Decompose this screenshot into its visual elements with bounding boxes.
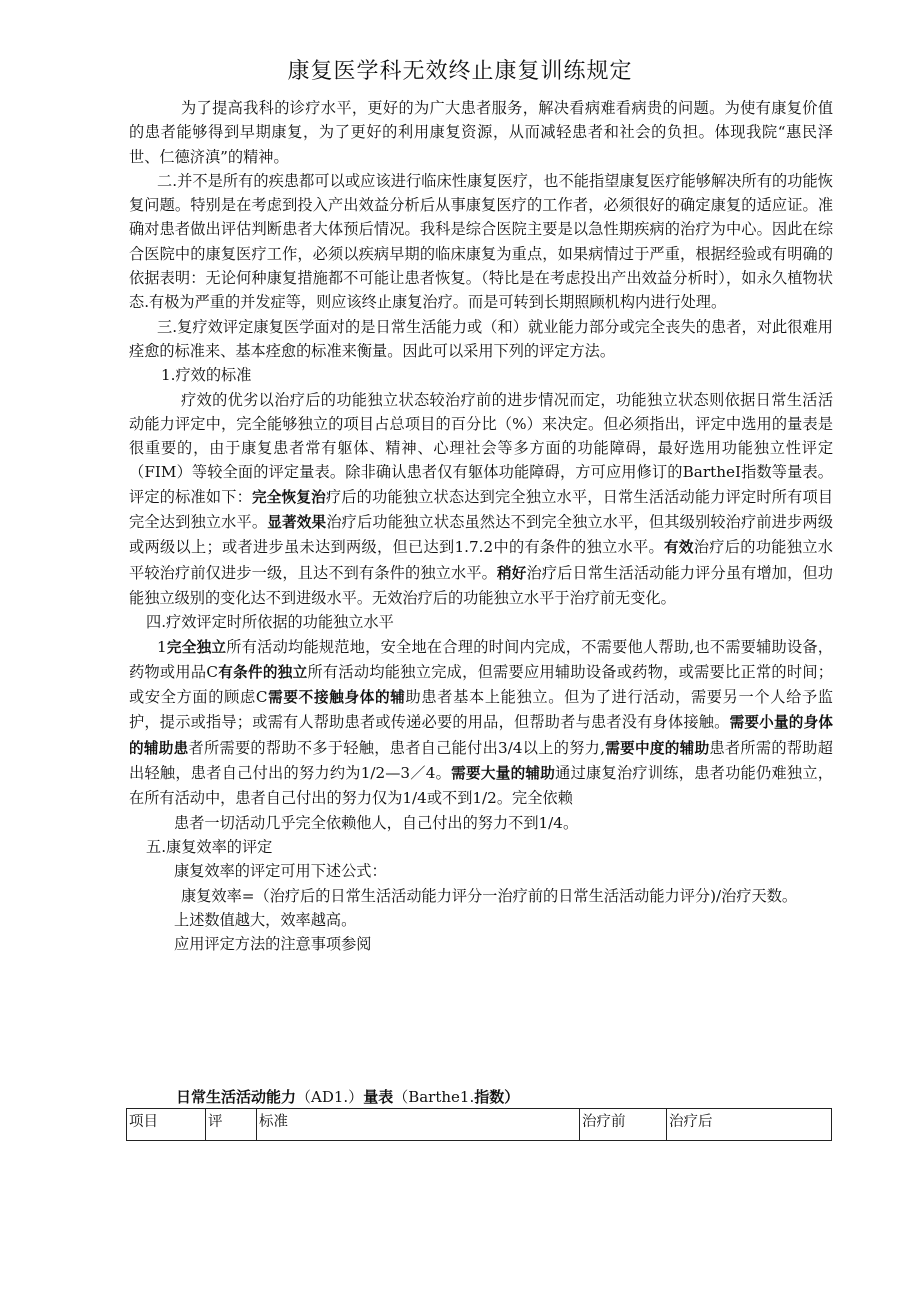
header-item: 项目 — [127, 1109, 206, 1141]
independence-level-paragraph: 1完全独立所有活动均能规范地，安全地在合理的时间内完成，不需要他人帮助,也不需要辅助设备，药物或用品C有条件的独立所有活动均能独立完成，但需要应用辅助设备或药物，或需要比正常的时间；或安全方面的顾虑C需要不接触身体的辅助患者基本上能独立。但为了进行活动，需要另一个人给予监护，提示或指导；或需有人帮助患者或传递必要的用品，但帮助者与患者没有身体接触。需要小量的身体的辅助患者所需要的帮助不多于轻触，患者自己能付出3/4以上的努力,需要中度的辅助患者所需的帮助超出轻触，患者自己付出的努力约为1/2—3／4。需要大量的辅助通过康复治疗训练，患者功能仍难独立，在所有活动中，患者自己付出的努力仅为1/4或不到1/2。完全依赖 — [129, 637, 833, 808]
section-two-paragraph: 二.并不是所有的疾患都可以或应该进行临床性康复医疗，也不能指望康复医疗能够解决所有的功能恢复问题。特别是在考虑到投入产出效益分析后从事康复医疗的工作者，必须很好的确定康复的适应证。准确对患者做出评估判断患者大体预后情况。我科是综合医院主要是以急性期疾病的治疗为中心。因此在综合医院中的康复医疗工作，必须以疾病早期的临床康复为重点，如果病情过于严重，根据经验或有明确的依据表明：无论何种康复措施都不可能让患者恢复。（特比是在考虑投出产出效益分析时），如永久植物状态.有极为严重的并发症等，则应该终止康复治疗。而是可转到长期照顾机构内进行处理。 — [129, 171, 833, 312]
efficacy-standard-paragraph: 疗效的优劣以治疗后的功能独立状态较治疗前的进步情况而定，功能独立状态则依据日常生活活动能力评定中，完全能够独立的项目占总项目的百分比（%）来决定。但必须指出，评定中选用的量表是很重要的，由于康复患者常有躯体、精神、心理社会等多方面的功能障碍，最好选用功能独立性评定（FIM）等较全面的评定量表。除非确认患者仅有躯体功能障碍，方可应用修订的BartheI指数等量表。评定的标准如下：完全恢复治疗后的功能独立状态达到完全独立水平，日常生活活动能力评定时所有项目完全达到独立水平。显著效果治疗后功能独立状态虽然达不到完全独立水平，但其级别较治疗前进步两级或两级以上；或者进步虽未达到两级，但已达到1.7.2中的有条件的独立水平。有效治疗后的功能独立水平较治疗前仅进步一级，且达不到有条件的独立水平。稍好治疗后日常生活活动能力评分虽有增加，但功能独立级别的变化达不到进级水平。无效治疗后的功能独立水平于治疗前无变化。 — [129, 390, 834, 607]
heading-independence-level: 四.疗效评定时所依据的功能独立水平 — [146, 613, 394, 632]
document-body — [129, 96, 833, 956]
efficiency-formula-intro: 康复效率的评定可用下述公式： — [174, 862, 387, 881]
intro-paragraph: 为了提高我科的诊疗水平，更好的为广大患者服务，解决看病难看病贵的问题。为使有康复价值的患者能够得到早期康复，为了更好的利用康复资源，从而减轻患者和社会的负担。体现我院“惠民泽世、仁德济滇”的精神。 — [129, 99, 833, 166]
table-header-row — [127, 1109, 832, 1141]
table-title: 日常生活活动能力（AD1.）量表（Barthe1.指数） — [176, 1088, 520, 1106]
heading-rehab-efficiency: 五.康复效率的评定 — [146, 837, 273, 856]
header-after: 治疗后 — [667, 1109, 832, 1141]
efficiency-formula: 康复效率=（治疗后的日常生活活动能力评分一治疗前的日常生活活动能力评分)/治疗天数。 — [181, 886, 798, 905]
heading-efficacy-standard: 1.疗效的标准 — [161, 366, 252, 385]
complete-dependence-paragraph: 患者一切活动几乎完全依赖他人，自己付出的努力不到1/4。 — [174, 813, 579, 832]
page-title: 康复医学科无效终止康复训练规定 — [287, 59, 633, 84]
reference-note: 应用评定方法的注意事项参阅 — [174, 935, 372, 954]
header-standard: 标准 — [257, 1109, 580, 1141]
efficiency-note: 上述数值越大，效率越高。 — [174, 910, 357, 929]
adl-scale-table — [126, 1108, 832, 1141]
section-three-paragraph: 三.复疗效评定康复医学面对的是日常生活能力或（和）就业能力部分或完全丧失的患者，对此很难用痊愈的标准来、基本痊愈的标准来衡量。因此可以采用下列的评定方法。 — [129, 317, 833, 360]
header-before: 治疗前 — [580, 1109, 667, 1141]
header-score: 评 — [206, 1109, 257, 1141]
